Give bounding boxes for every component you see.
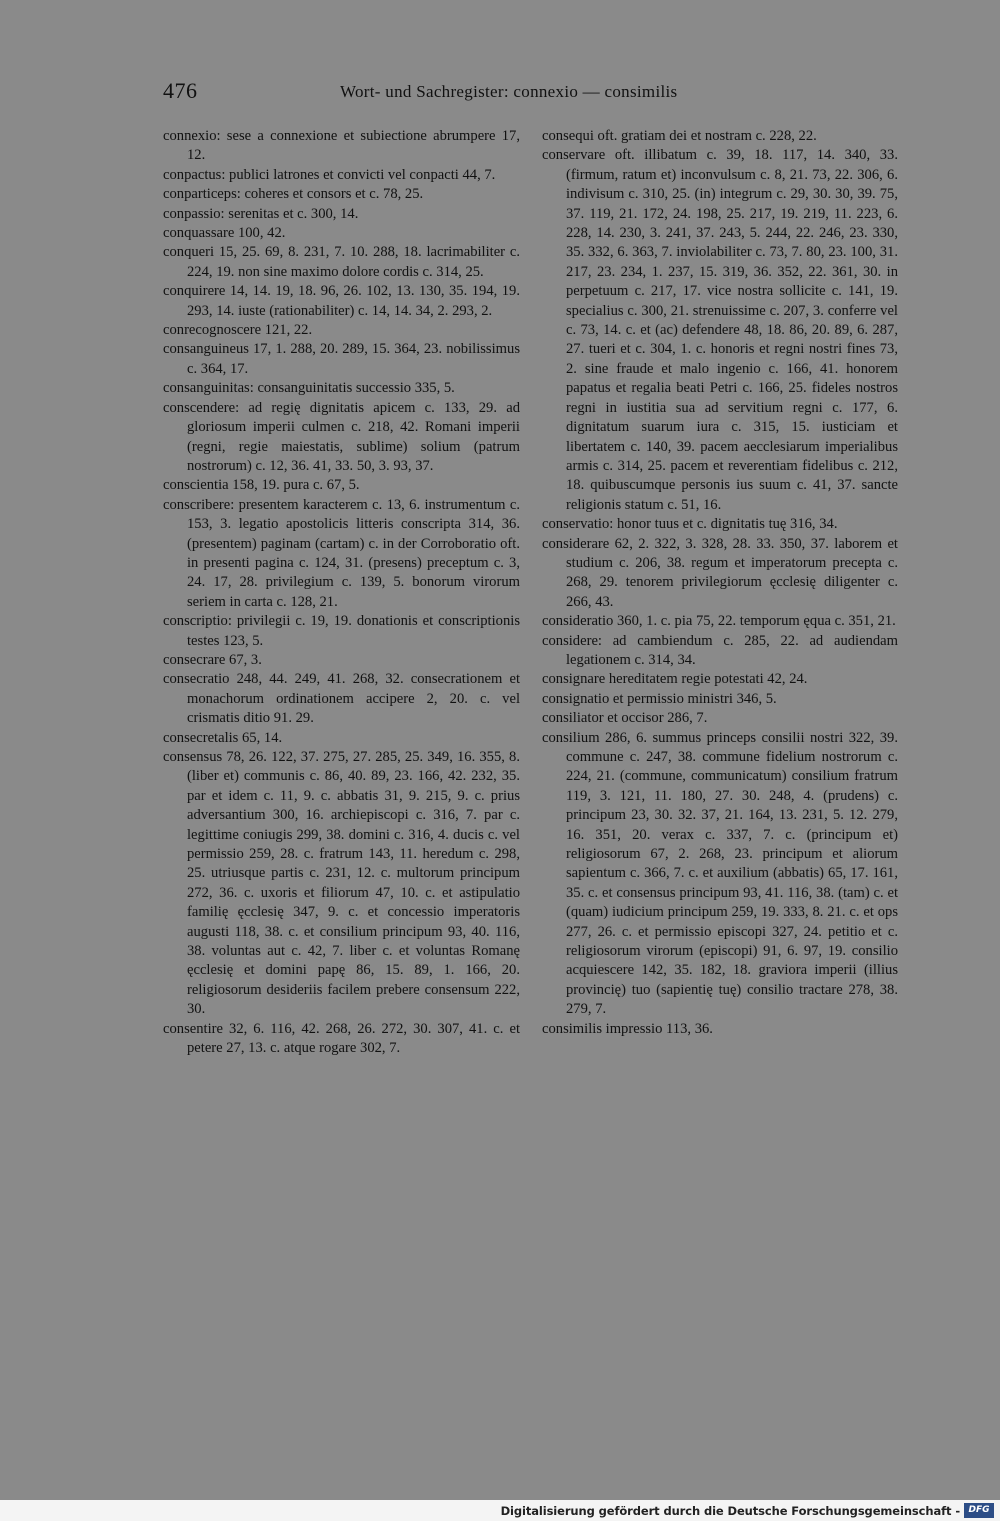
index-entry: conscendere: ad regię dignitatis apicem c. 133, 29. ad gloriosum imperii culmen c. 218, 42. Romani imperii (regni, regie maiestatis, sublime) solium (patrum nostrorum) c. 12, 36. 41, 33. 50, 3. 93, 37. xyxy=(163,399,520,474)
index-entry: considere: ad cambiendum c. 285, 22. ad audiendam legationem c. 314, 34. xyxy=(542,632,898,668)
index-entry: consignare hereditatem regie potestati 42, 24. xyxy=(542,671,808,688)
index-entry: consimilis impressio 113, 36. xyxy=(542,1020,713,1037)
index-entry: consentire 32, 6. 116, 42. 268, 26. 272, 30. 307, 41. c. et petere 27, 13. c. atque rogare 302, 7. xyxy=(163,1020,520,1057)
index-entry: consignatio et permissio ministri 346, 5. xyxy=(542,690,777,707)
index-entry: consiliator et occisor 286, 7. xyxy=(542,710,708,727)
index-entry: consilium 286, 6. summus princeps consilii nostri 322, 39. commune c. 247, 38. commune fidelium nostrorum c. 224, 21. (commune, communicatum) consilium fratrum 119, 3. 121, 11. 180, 27. 30. 248, 4. (prudens) c. principum 23, 30. 32. 37, 21. 164, 13. 231, 5. 12. 279, 16. 351, 20. verax c. 337, 7. c. (principum et) religiosorum 67, 2. 268, 23. principum et aliorum sapientum c. 366, 7. c. et auxilium (abbatis) 65, 17. 161, 35. c. et consensus principum 93, 41. 116, 38. (tam) c. et (quam) iudicium principum 259, 19. 333, 8. 21. c. et ops 277, 26. c. et permissio episcopi 327, 24. petitio et c. religiosorum virorum (episcopi) 91, 6. 97, 19. consilio acquiescere 142, 35. 182, 18. graviora imperii (illius provincię) tuo (sapientię tuę) consilio tractare 278, 38. 279, 7. xyxy=(542,729,898,1018)
index-entry: conqueri 15, 25. 69, 8. 231, 7. 10. 288, 18. lacrimabiliter c. 224, 19. non sine maximo dolore cordis c. 314, 25. xyxy=(163,244,520,280)
index-entry: consanguineus 17, 1. 288, 20. 289, 15. 364, 23. nobilissimus c. 364, 17. xyxy=(163,341,520,377)
index-entry: consecrare 67, 3. xyxy=(163,651,262,668)
funding-notice: Digitalisierung gefördert durch die Deutsche Forschungsgemeinschaft - xyxy=(500,1504,960,1518)
index-entry: conparticeps: coheres et consors et c. 78, 25. xyxy=(163,186,424,203)
index-entry: conscriptio: privilegii c. 19, 19. donationis et conscriptionis testes 123, 5. xyxy=(163,613,520,649)
index-column-right xyxy=(542,127,898,1039)
dfg-logo: DFG xyxy=(964,1503,994,1518)
footer-bar xyxy=(0,1500,1000,1521)
index-entry: conpactus: publici latrones et convicti vel conpacti 44, 7. xyxy=(163,166,496,183)
index-column-left xyxy=(163,127,520,1059)
index-entry: conrecognoscere 121, 22. xyxy=(163,322,313,339)
index-entry: consideratio 360, 1. c. pia 75, 22. temporum ęqua c. 351, 21. xyxy=(542,613,896,630)
index-entry: connexio: sese a connexione et subiectione abrumpere 17, 12. xyxy=(163,128,520,164)
index-entry: conservatio: honor tuus et c. dignitatis tuę 316, 34. xyxy=(542,516,838,533)
index-entry: conservare oft. illibatum c. 39, 18. 117, 14. 340, 33. (firmum, ratum et) inconvulsum c. 8, 21. 73, 22. 306, 6. indivisum c. 310, 25. (in) integrum c. 29, 30. 30, 39. 75, 37. 119, 21. 172, 24. 198, 25. 217, 19. 219, 11. 223, 6. 228, 14. 230, 3. 241, 37. 243, 5. 244, 22. 246, 23. 330, 35. 332, 6. 363, 7. inviolabiliter c. 73, 7. 80, 23. 100, 31. 217, 23. 234, 1. 237, 15. 319, 36. 352, 22. 361, 30. in perpetuum c. 217, 17. vice nostra sollicite c. 141, 19. specialius c. 300, 21. strenuissime c. 207, 3. conferre vel c. 73, 14. c. et (ac) defendere 48, 18. 86, 20. 89, 6. 287, 27. tueri et c. 304, 1. c. honoris et regni nostri fines 73, 2. sine fraude et malo ingenio c. 166, 41. honorem papatus et regalia beati Petri c. 166, 25. fideles nostros regni in iustitia sua ad servitium regni c. 177, 6. dignitatum suarum iura c. 315, 15. iusticiam et libertatem c. 140, 39. pacem aecclesiarum imperialibus armis c. 314, 25. pacem et reverentiam fidelibus c. 212, 18. quibuscumque personis ius suum c. 41, 37. sancte religionis statum c. 51, 16. xyxy=(542,147,898,513)
index-entry: consecratio 248, 44. 249, 41. 268, 32. consecrationem et monachorum ordinationem accipere 2, 20. c. vel crismatis ditio 91. 29. xyxy=(163,671,520,727)
index-entry: consensus 78, 26. 122, 37. 275, 27. 285, 25. 349, 16. 355, 8. (liber et) communis c. 86, 40. 89, 23. 166, 42. 232, 35. par et idem c. 11, 9. c. abbatis 31, 9. 215, 9. c. prius adversantium 300, 16. archiepiscopi c. 316, 7. par c. legittime coniugis 299, 38. domini c. 316, 4. ducis c. vel permissio 259, 28. c. fratrum 143, 11. heredum c. 298, 25. utriusque partis c. 231, 12. c. multorum principum 272, 36. c. uxoris et filiorum 47, 10. c. et astipulatio familię ęcclesię 347, 9. c. et concessio imperatoris augusti 118, 38. c. et consilium principum 93, 40. 116, 38. voluntas aut c. 42, 7. liber c. et voluntas Romanę ęcclesię et domini papę 86, 15. 89, 1. 166, 20. religiosorum desideriis facilem prebere consensum 222, 30. xyxy=(163,749,520,1018)
index-entry: consequi oft. gratiam dei et nostram c. 228, 22. xyxy=(542,128,817,144)
index-entry: conquassare 100, 42. xyxy=(163,225,286,242)
index-entry: consanguinitas: consanguinitatis successio 335, 5. xyxy=(163,380,455,397)
index-entry: conpassio: serenitas et c. 300, 14. xyxy=(163,205,359,222)
index-entry: conscribere: presentem karacterem c. 13, 6. instrumentum c. 153, 3. legatio apostolicis litteris conscripta 314, 36. (presentem) paginam (cartam) c. in der Corroboratio oft. in presenti pagina c. 124, 31. (presens) preceptum c. 3, 24. 17, 28. privilegium c. 139, 5. bonorum virorum seriem in carta c. 128, 21. xyxy=(163,496,520,610)
running-head: Wort- und Sachregister: connexio — consimilis xyxy=(340,82,678,101)
index-entry: conquirere 14, 14. 19, 18. 96, 26. 102, 13. 130, 35. 194, 19. 293, 14. iuste (rationabiliter) c. 14, 14. 34, 2. 293, 2. xyxy=(163,283,520,319)
index-entry: considerare 62, 2. 322, 3. 328, 28. 33. 350, 37. laborem et studium c. 206, 38. regum et imperatorum precepta c. 268, 29. tenorem privilegiorum ęcclesię diligenter c. 266, 43. xyxy=(542,535,898,610)
index-entry: consecretalis 65, 14. xyxy=(163,729,283,746)
index-entry: conscientia 158, 19. pura c. 67, 5. xyxy=(163,477,360,494)
page-number: 476 xyxy=(163,78,198,103)
